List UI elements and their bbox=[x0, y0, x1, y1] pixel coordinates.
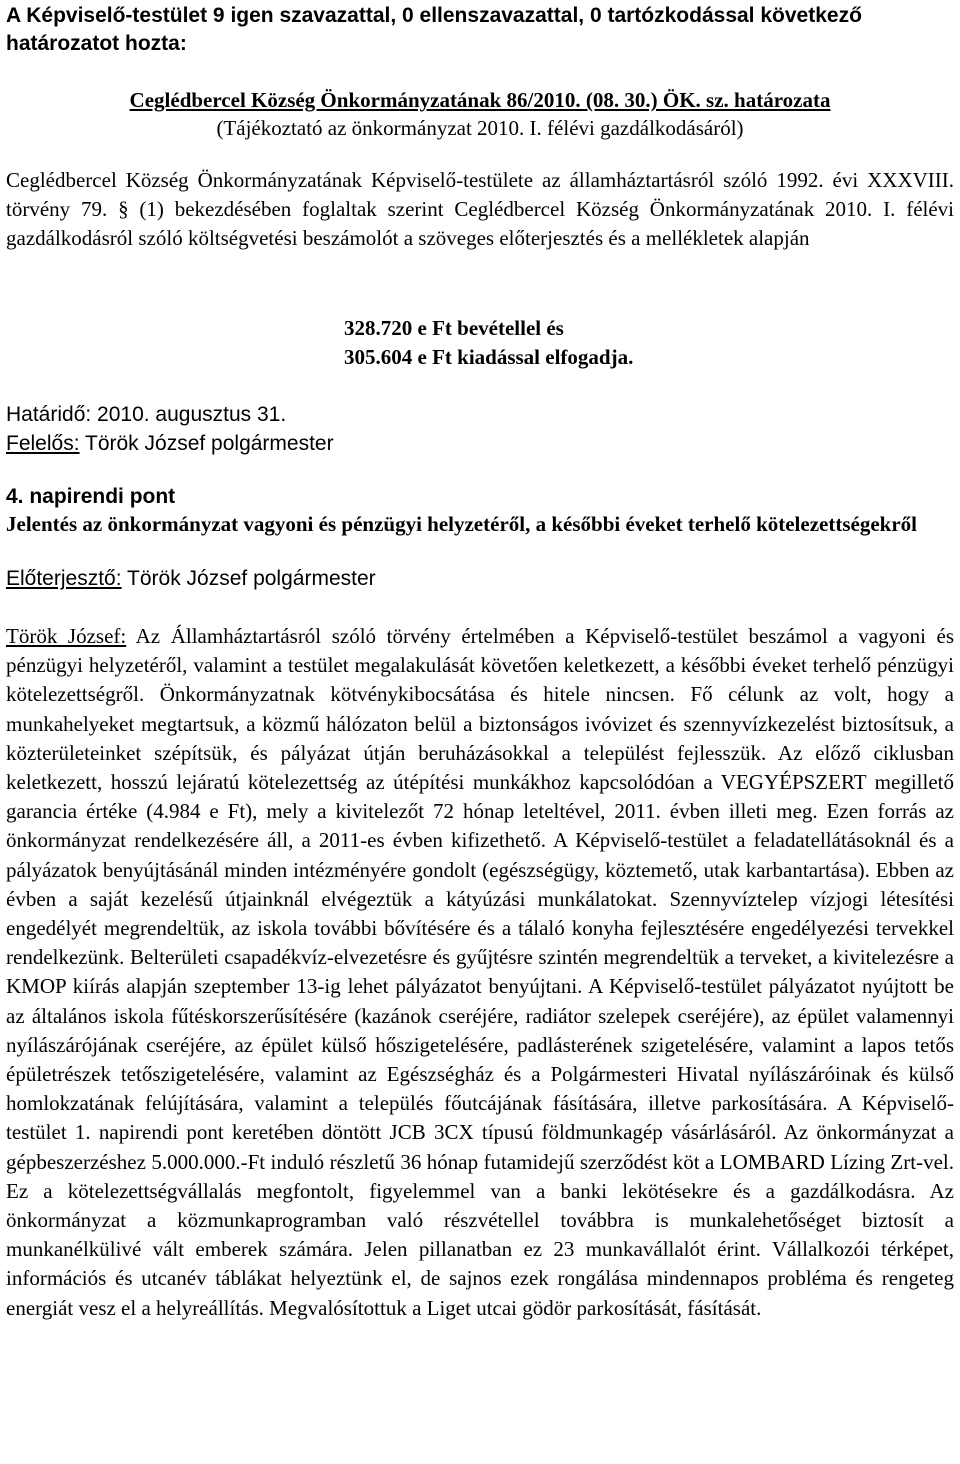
speech-paragraph bbox=[6, 622, 954, 1323]
presenter-name: Török József polgármester bbox=[127, 567, 376, 590]
amount-income: 328.720 e Ft bevétellel és bbox=[344, 316, 564, 340]
presenter bbox=[6, 564, 376, 593]
resolution-title: Ceglédbercel Község Önkormányzatának 86/2010. (08. 30.) ÖK. sz. határozata bbox=[129, 88, 831, 112]
deadline: Határidő: 2010. augusztus 31. bbox=[6, 403, 287, 426]
agenda-number: 4. napirendi pont bbox=[6, 485, 176, 508]
amount-expense: 305.604 e Ft kiadással elfogadja. bbox=[344, 345, 634, 369]
agenda-title: Jelentés az önkormányzat vagyoni és pénzügyi helyzetéről, a későbbi éveket terhelő kötelezettségekről bbox=[6, 512, 917, 536]
speech-text: Az Államháztartásról szóló törvény értelmében a Képviselő-testület beszámol a vagyoni és pénzügyi helyzetéről, valamint a testület megalakulását követően keletkezett, a későbbi éveket terhelő pénzügyi kötelezettségről. Önkormányzatnak kötvénykibocsátása és hitele nincsen. Fő célunk az volt, hogy a munkahelyeket megtartsuk, a közmű hálózaton belül a biztonságos ivóvizet és szennyvízkezelést biztosítsuk, a közterületeinket szépítsük, és pályázat útján beruházásokkal a települést fejlesszük. Az előző ciklusban keletkezett, hosszú lejáratú kötelezettség az útépítési munkákhoz kapcsolódóan a VEGYÉPSZERT megillető garancia értéke (4.984 e Ft), mely a kivitelezőt 72 hónap leteltével, 2011. évben illeti meg. Ezen forrás az önkormányzat rendelkezésére áll, a 2011-es évben kifizethető. A Képviselő-testület a feladatellátásoknál és a pályázatok benyújtásánál minden intézményére gondolt (egészségügy, köztemető, utak karbantartása). Ebben az évben a saját kezelésű útjainknál elvégeztük a kátyúzási munkálatokat. Szennyvíztelep vízjogi létesítési engedélyét megrendeltük, az iskola további bővítésére és a tálaló konyha fejlesztésére engedélyezési tervekkel rendelkezünk. Belterületi csapadékvíz-elvezetésre és gyűjtésre szintén megrendeltük a terveket, a kivitelezésre a KMOP kiírás alapján szeptember 13-ig lehet pályázatot benyújtani. A Képviselő-testület pályázatot nyújtott be az általános iskola fűtéskorszerűsítésére (kazánok cseréjére, radiátor szelepek cseréjére), az épület valamennyi nyílászárójának cseréjére, az épület külső hőszigetelésére, padlásterének szigetelésére, valamint a lapos tetős épületrészek tetőszigetelésére, valamint az Egészségház és a Polgármesteri Hivatal nyílászáróinak és külső homlokzatának felújítására, valamint a település főutcájának fásítására, illetve parkosítására. A Képviselő-testület 1. napirendi pont keretében döntött JCB 3CX típusú földmunkagép vásárlásáról. Az önkormányzat a gépbeszerzéshez 5.000.000.-Ft induló részletű 36 hónap futamidejű szerződést köt a LOMBARD Lízing Zrt-vel. Ez a kötelezettségvállalás megfontolt, figyelemmel van a banki lekötésekre és a gazdálkodásra. Az önkormányzat a közmunkaprogramban való részvétellel továbbra is munkalehetőséget biztosít a munkanélkülivé vált emberek számára. Jelen pillanatban ez 23 munkavállalót érint. Vállalkozói térképet, információs és utcanév táblákat helyeztünk el, de sajnos ezek rongálása mindennapos probléma és rengeteg energiát vesz el a helyreállítás. Megvalósítottuk a Liget utcai gödör parkosítását, fásítását. bbox=[6, 624, 954, 1320]
responsible-label: Felelős: bbox=[6, 432, 80, 455]
resolution-body-part2: (1) bekezdésében foglaltak szerint Ceglédbercel Község Önkormányzatának 2010. I. félévi gazdálkodásról szóló költségvetési beszámolót a szöveges előterjesztés és a mellékletek alapján bbox=[6, 197, 954, 250]
resolution-body-part1: Ceglédbercel Község Önkormányzatának Képviselő-testülete az államháztartásról szóló 1992. évi XXXVIII. törvény 79. bbox=[6, 168, 954, 221]
speaker-name: Török József: bbox=[6, 624, 127, 648]
vote-intro: A Képviselő-testület 9 igen szavazattal, 0 ellenszavazattal, 0 tartózkodással következő határozatot hozta: bbox=[6, 4, 862, 55]
presenter-label: Előterjesztő: bbox=[6, 567, 122, 590]
resolution-amounts bbox=[344, 314, 633, 372]
responsible bbox=[6, 429, 334, 458]
resolution-subtitle: (Tájékoztató az önkormányzat 2010. I. félévi gazdálkodásáról) bbox=[216, 116, 744, 140]
section-sign: § bbox=[118, 197, 129, 221]
resolution-body bbox=[6, 166, 954, 253]
responsible-name: Török József polgármester bbox=[85, 432, 334, 455]
